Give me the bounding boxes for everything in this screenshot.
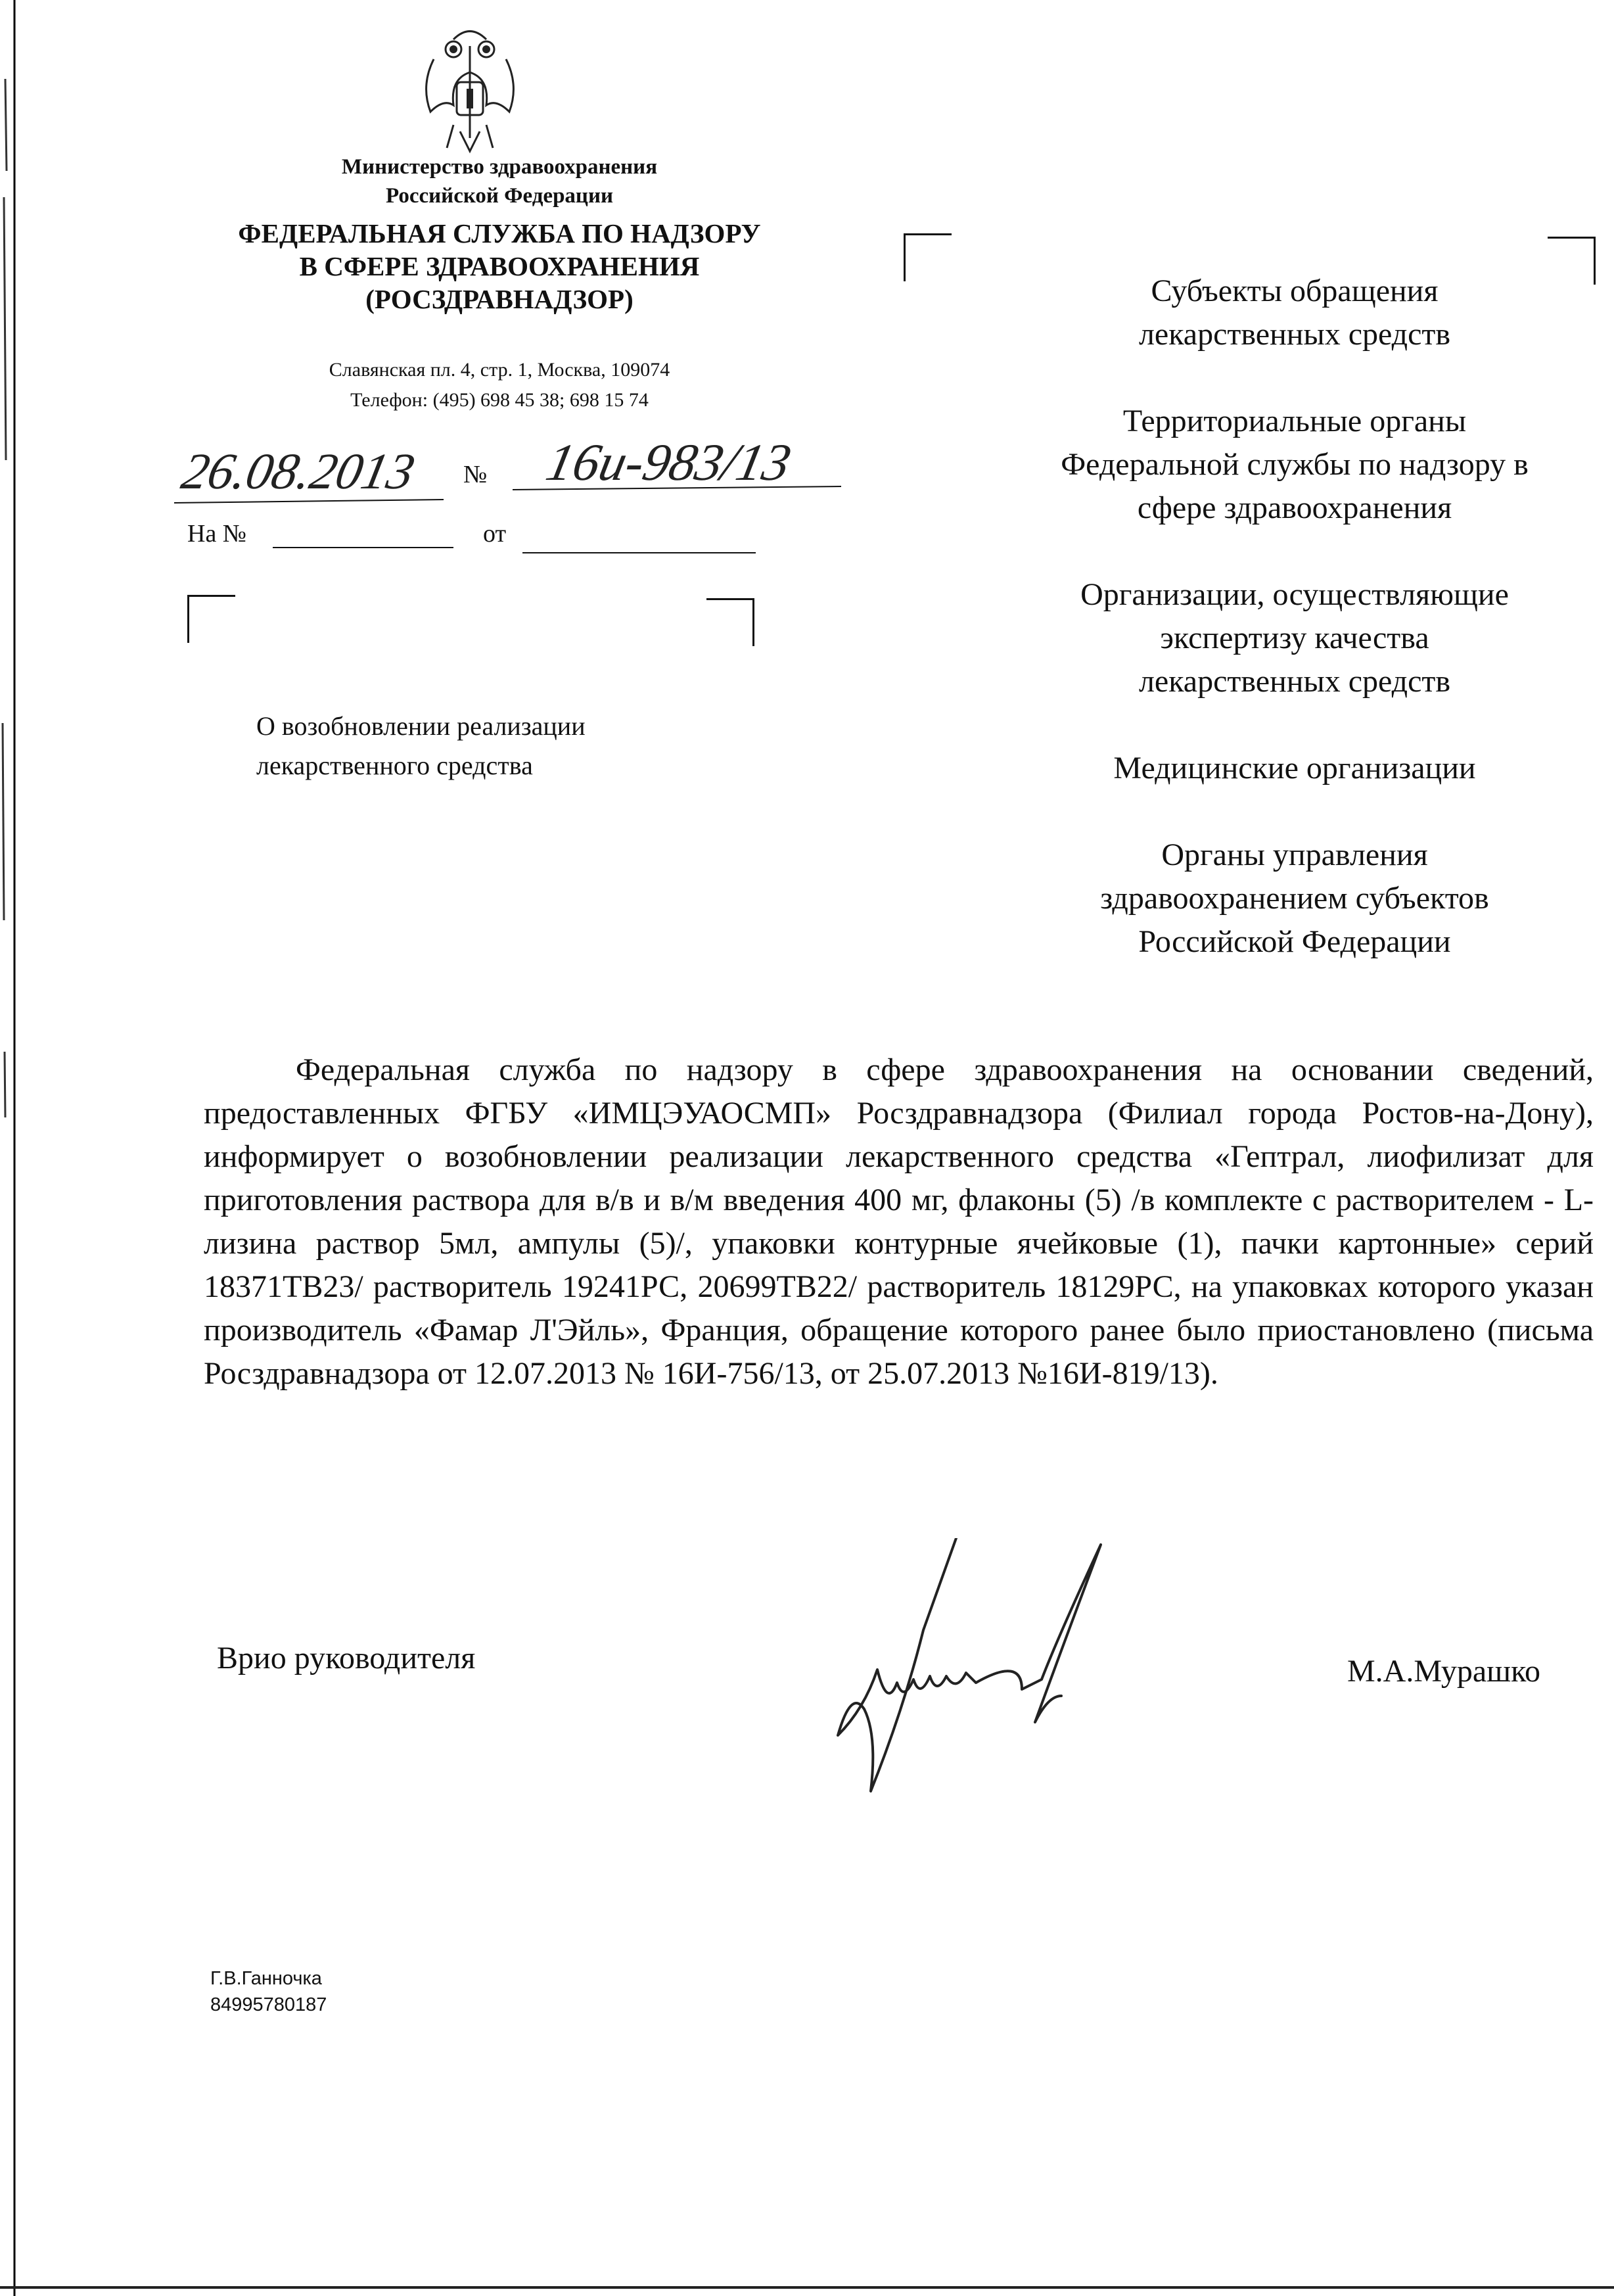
signer-position: Врио руководителя [217, 1641, 476, 1675]
registration-number [513, 424, 854, 509]
executor-phone: 84995780187 [210, 1994, 327, 2015]
phone-line: Телефон: (495) 698 45 38; 698 15 74 [350, 389, 649, 411]
addressee-bracket-left [904, 233, 952, 281]
addressee: Субъекты обращения лекарственных средств [1138, 273, 1451, 352]
reply-date-field-line [522, 552, 756, 553]
subject-line: О возобновлении реализации [256, 711, 586, 741]
executor-info [210, 1965, 327, 2018]
handwritten-signature [825, 1538, 1166, 1814]
subject-bracket-right [706, 598, 754, 646]
bottom-scan-rule [0, 2286, 1614, 2289]
addressee: Организации, осуществляющие экспертизу качества лекарственных средств [1080, 577, 1509, 699]
ministry-line: Министерство здравоохранения [341, 155, 658, 179]
registration-date [174, 437, 450, 509]
service-name [171, 217, 828, 316]
addressee: Медицинские организации [1113, 751, 1476, 785]
letter-body: Федеральная служба по надзору в сфере здравоохранения на основании сведений, предоставленных ФГБУ «ИМЦЭУАОСМП» Росздравнадзора (Филиал города Ростов-на-Дону), информирует о возобновлении реализации лекарственного средства «Гептрал, лиофилизат для приготовления раствора для в/в и в/м введения 400 мг, флаконы (5) /в комплекте с растворителем - L-лизина раствор 5мл, ампулы (5)/, упаковки контурные ячейковые (1), пачки картонные» серий 18371ТВ23/ растворитель 19241РС, 20699ТВ22/ растворитель 18129РС, на упаковках которого указан производитель «Фамар Л'Эйль», Франция, обращение которого ранее было приостановлено (письма Росздравнадзора от 12.07.2013 № 16И-756/13, от 25.07.2013 №16И-819/13). [204, 1052, 1594, 1391]
service-line: (РОСЗДРАВНАДЗОР) [365, 284, 634, 314]
address-line: Славянская пл. 4, стр. 1, Москва, 109074 [329, 359, 670, 381]
coat-of-arms-emblem [414, 20, 526, 158]
executor-name: Г.В.Ганночка [210, 1968, 322, 1989]
service-line: ФЕДЕРАЛЬНАЯ СЛУЖБА ПО НАДЗОРУ [238, 218, 761, 248]
number-sign: № [463, 461, 488, 488]
signer-name: М.А.Мурашко [1347, 1654, 1540, 1689]
service-address [171, 355, 828, 415]
addressee: Территориальные органы Федеральной службы по надзору в сфере здравоохранения [1061, 404, 1529, 525]
subject-line: лекарственного средства [256, 751, 533, 780]
addressee-list [999, 269, 1590, 1007]
reply-date-label: от [483, 520, 507, 548]
registration-date-text: 26.08.2013 [177, 443, 420, 500]
reply-number-field-line [273, 547, 453, 548]
addressee: Органы управления здравоохранением субъектов Российской Федерации [1100, 837, 1489, 959]
ministry-line: Российской Федерации [386, 184, 613, 208]
reply-number-label: На № [187, 520, 247, 548]
ministry-name [171, 152, 828, 210]
scan-edge-artifact [0, 0, 26, 2296]
service-line: В СФЕРЕ ЗДРАВООХРАНЕНИЯ [299, 251, 700, 281]
reply-reference-row [187, 519, 779, 559]
registration-number-text: 16и-983/13 [541, 433, 796, 492]
letter-subject [256, 707, 586, 785]
subject-bracket-left [187, 595, 235, 643]
